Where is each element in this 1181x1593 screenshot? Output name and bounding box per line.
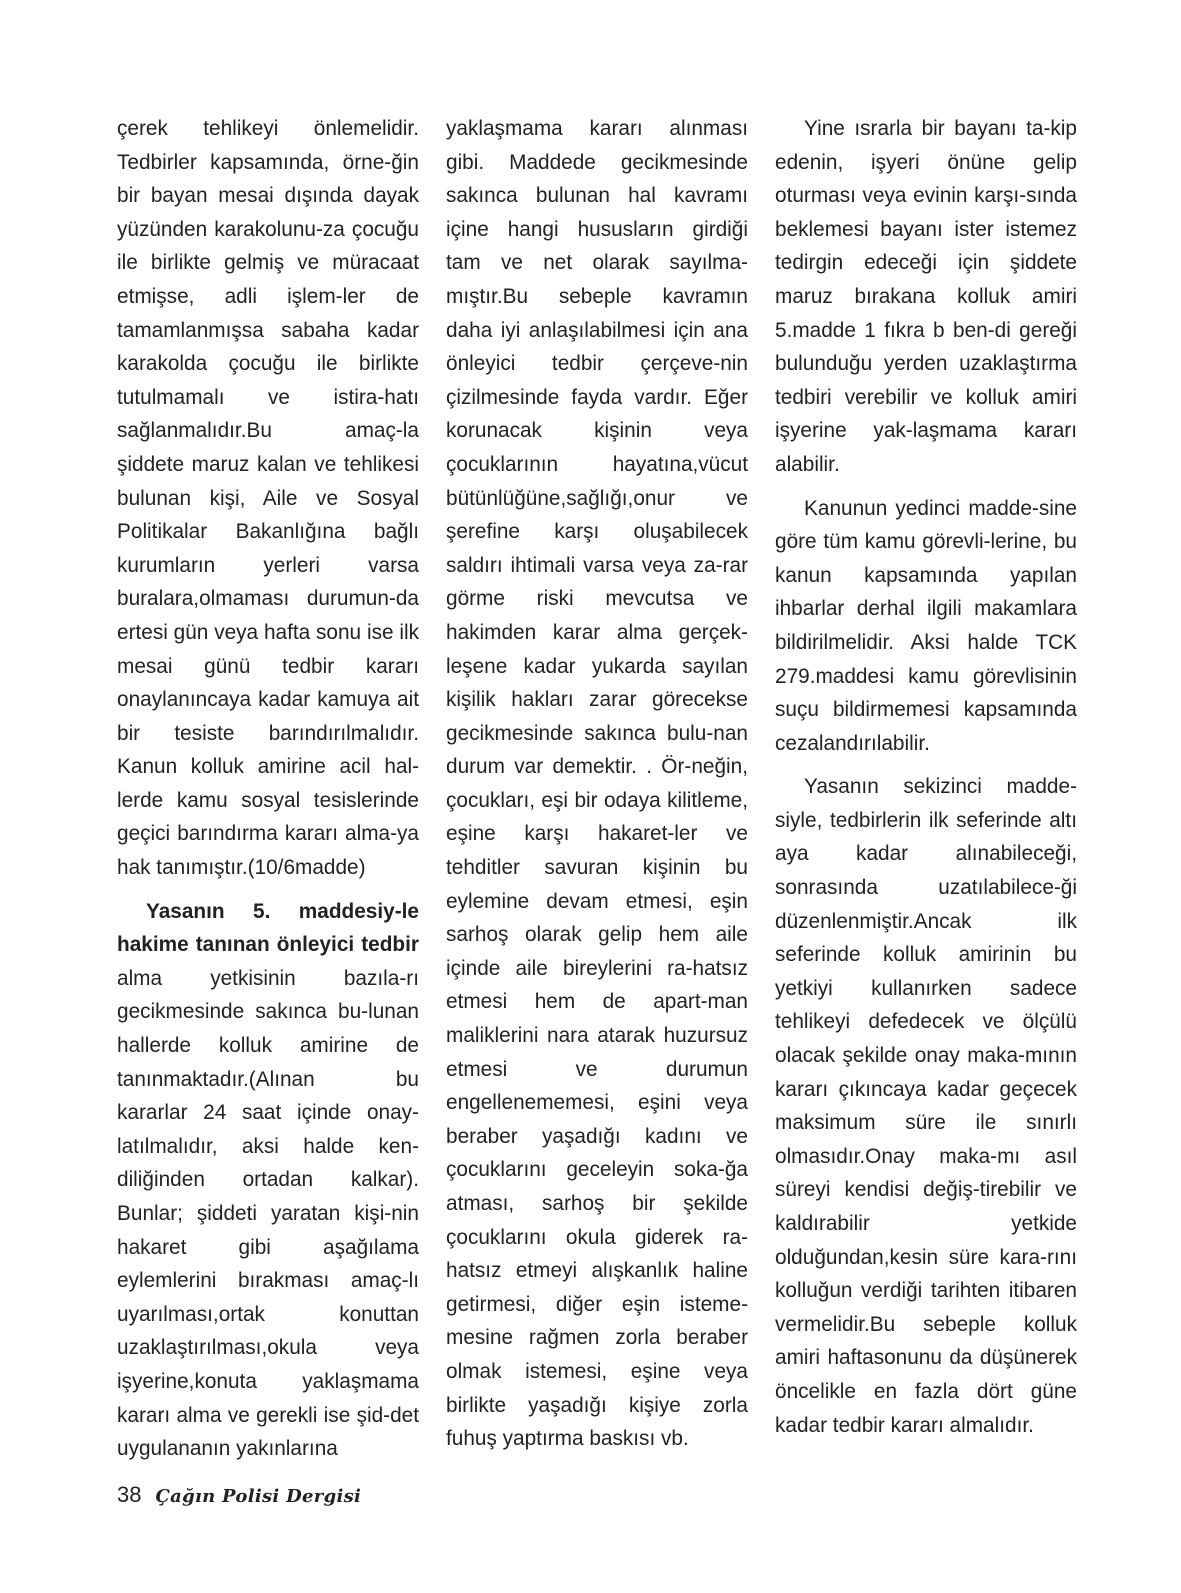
magazine-name: Çağın Polisi Dergisi: [155, 1486, 362, 1507]
paragraph: Yasanın sekizinci madde-siyle, tedbirlerin ilk seferinde altı aya kadar alınabileceği, sonrasında uzatılabilece-ği düzenlenmiştir.Ancak ilk seferinde kolluk amirinin bu yetkiyi kullanırken sadece tehlikeyi defedecek ve ölçülü olacak şekilde onay maka-mının kararı çıkıncaya kadar geçecek maksimum süre ile sınırlı olmasıdır.Onay maka-mı asıl süreyi kendisi değiş-tirebilir ve kaldırabilir yetkide olduğundan,kesin süre kara-rını kolluğun verdiği tarihten itibaren vermelidir.Bu sebeple kolluk amiri haftasonunu da düşünerek öncelikle en fazla dört güne kadar tedbir kararı almalıdır.: [775, 775, 1077, 1437]
page-footer: [117, 1482, 361, 1512]
page-number: 38: [117, 1482, 142, 1507]
paragraph: yaklaşmama kararı alınması gibi. Maddede gecikmesinde sakınca bulunan hal kavramı içine hangi hususların girdiği tam ve net olarak sayılma-mıştır.Bu sebeple kavramın daha iyi anlaşılabilmesi için ana önleyici tedbir çerçeve-nin çizilmesinde fayda vardır. Eğer korunacak kişinin veya çocuklarının hayatına,vücut bütünlüğüne,sağlığı,onur ve şerefine karşı oluşabilecek saldırı ihtimali varsa veya za-rar görme riski mevcutsa ve hakimden karar alma gerçek-leşene kadar yukarda sayılan kişilik hakları zarar görecekse gecikmesinde sakınca bulu-nan durum var demektir. . Ör-neğin, çocukları, eşi bir odaya kilitleme, eşine karşı hakaret-ler ve tehditler savuran kişinin bu eylemine devam etmesi, eşin sarhoş olarak gelip hem aile içinde aile bireylerini ra-hatsız etmesi hem de apart-man maliklerini nara atarak huzursuz etmesi ve durumun engellenememesi, eşini veya beraber yaşadığı kadını ve çocuklarını geceleyin soka-ğa atması, sarhoş bir şekilde çocuklarını okula giderek ra-hatsız etmeyi alışkanlık haline getirmesi, diğer eşin isteme-mesine rağmen zorla beraber olmak istemesi, eşine veya birlikte yaşadığı kişiye zorla fuhuş yaptırma baskısı vb.: [446, 117, 748, 1451]
text-column-1: [117, 112, 419, 1466]
text-column-3: [775, 112, 1077, 1442]
paragraph: Kanunun yedinci madde-sine göre tüm kamu görevli-lerine, bu kanun kapsamında yapılan ihbarlar derhal ilgili makamlara bildirilmelidir. Aksi halde TCK 279.maddesi kamu görevlisinin suçu bildirmemesi kapsamında cezalandırılabilir.: [775, 496, 1077, 755]
paragraph-text: alma yetkisinin bazıla-rı gecikmesinde sakınca bu-lunan hallerde kolluk amirine de tanınmaktadır.(Alınan bu kararlar 24 saat içinde onay-latılmalıdır, aksi halde ken-diliğinden ortadan kalkar). Bunlar; şiddeti yaratan kişi-nin hakaret gibi aşağılama eylemlerini bırakması amaç-lı uyarılması,ortak konuttan uzaklaştırılması,okula veya işyerine,konuta yaklaşmama kararı alma ve gerekli ise şid-det uygulananın yakınlarına: [117, 966, 419, 1461]
paragraph: [117, 895, 419, 1466]
paragraph: çerek tehlikeyi önlemelidir. Tedbirler kapsamında, örne-ğin bir bayan mesai dışında dayak yüzünden karakolunu-za çocuğu ile birlikte gelmiş ve müracaat etmişse, adli işlem-ler de tamamlanmışsa sabaha kadar karakolda çocuğu ile birlikte tutulmamalı ve istira-hatı sağlanmalıdır.Bu amaç-la şiddete maruz kalan ve tehlikesi bulunan kişi, Aile ve Sosyal Politikalar Bakanlığına bağlı kurumların yerleri varsa buralara,olmaması durumun-da ertesi gün veya hafta sonu ise ilk mesai günü tedbir kararı onaylanıncaya kadar kamuya ait bir tesiste barındırılmalıdır. Kanun kolluk amirine acil hal-lerde kamu sosyal tesislerinde geçici barındırma kararı alma-ya hak tanımıştır.(10/6madde): [117, 117, 419, 880]
paragraph: Yine ısrarla bir bayanı ta-kip edenin, işyeri önüne gelip oturması veya evinin karşı-sında beklemesi bayanı ister istemez tedirgin edeceği için şiddete maruz bırakana kolluk amiri 5.madde 1 fıkra b ben-di gereği bulunduğu yerden uzaklaştırma tedbiri verebilir ve kolluk amiri işyerine yak-laşmama kararı alabilir.: [775, 117, 1077, 476]
bold-lead: Yasanın 5. maddesiy-le hakime tanınan önleyici tedbir: [117, 899, 419, 957]
text-column-2: [446, 112, 748, 1456]
